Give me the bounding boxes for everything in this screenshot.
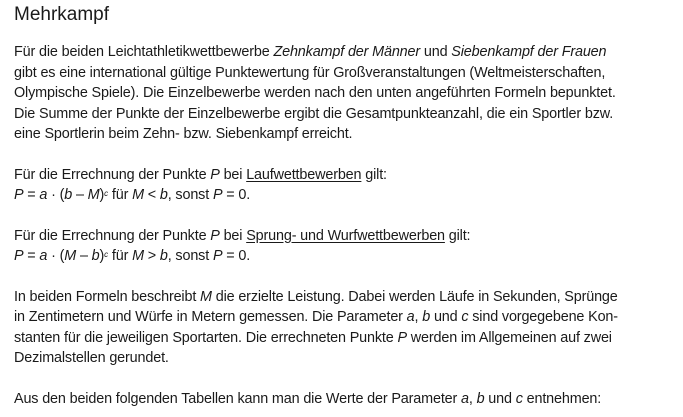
exponent-c: c: [104, 189, 109, 198]
laufwettbewerbe-term: Laufwettbewerben: [246, 166, 362, 183]
sprungwettbewerbe-paragraph: [14, 226, 679, 267]
formeln-line-4: Dezimalstellen gerundet.: [14, 350, 169, 366]
intro-line-1: Für die beiden Leichtathletikwettbewerbe Zehnkampf der Männer und Siebenkampf der Frauen: [14, 44, 607, 60]
tabellen-paragraph: [14, 389, 679, 410]
laufwettbewerbe-intro: Für die Errechnung der Punkte P bei Laufwettbewerben gilt:: [14, 166, 387, 183]
page-title: Mehrkampf: [14, 4, 110, 25]
sprungwettbewerbe-formula: P = a · (M – b)$^c$ für M > b, sonst P = 0.: [14, 248, 251, 264]
intro-line-5: eine Sportlerin beim Zehn- bzw. Siebenkampf erreicht.: [14, 126, 353, 142]
formeln-paragraph: [14, 287, 679, 369]
tabellen-line: Aus den beiden folgenden Tabellen kann man die Werte der Parameter a, b und c entnehmen:: [14, 390, 602, 407]
document-page: [14, 0, 679, 409]
formeln-line-3: stanten für die jeweiligen Sportarten. Die errechneten Punkte P werden im Allgemeinen auf zwei: [14, 329, 612, 346]
intro-line-2: gibt es eine international gültige Punktewertung für Großveranstaltungen (Weltmeisterschaften,: [14, 64, 606, 81]
term-zehnkampf: Zehnkampf der Männer: [273, 44, 421, 60]
formeln-line-2: in Zentimetern und Würfe in Metern gemessen. Die Parameter a, b und c sind vorgegebene Kon-: [14, 309, 618, 325]
intro-line-3: Olympische Spiele). Die Einzelbewerbe werden nach den unten angeführten Formeln bepunktet.: [14, 85, 616, 101]
term-siebenkampf: Siebenkampf der Frauen: [451, 44, 607, 60]
formeln-line-1: In beiden Formeln beschreibt M die erzielte Leistung. Dabei werden Läufe in Sekunden, Sprünge: [14, 288, 618, 305]
sprungwettbewerbe-term: Sprung- und Wurfwettbewerben: [246, 227, 445, 244]
laufwettbewerbe-paragraph: [14, 165, 679, 206]
exponent-c: c: [104, 250, 109, 259]
intro-line-4: Die Summe der Punkte der Einzelbewerbe ergibt die Gesamtpunkteanzahl, die ein Sportler bzw.: [14, 105, 614, 122]
intro-paragraph: [14, 42, 679, 145]
sprungwettbewerbe-intro: Für die Errechnung der Punkte P bei Sprung- und Wurfwettbewerben gilt:: [14, 227, 471, 244]
laufwettbewerbe-formula: P = a · (b – M)$^c$ für M < b, sonst P = 0.: [14, 187, 251, 203]
